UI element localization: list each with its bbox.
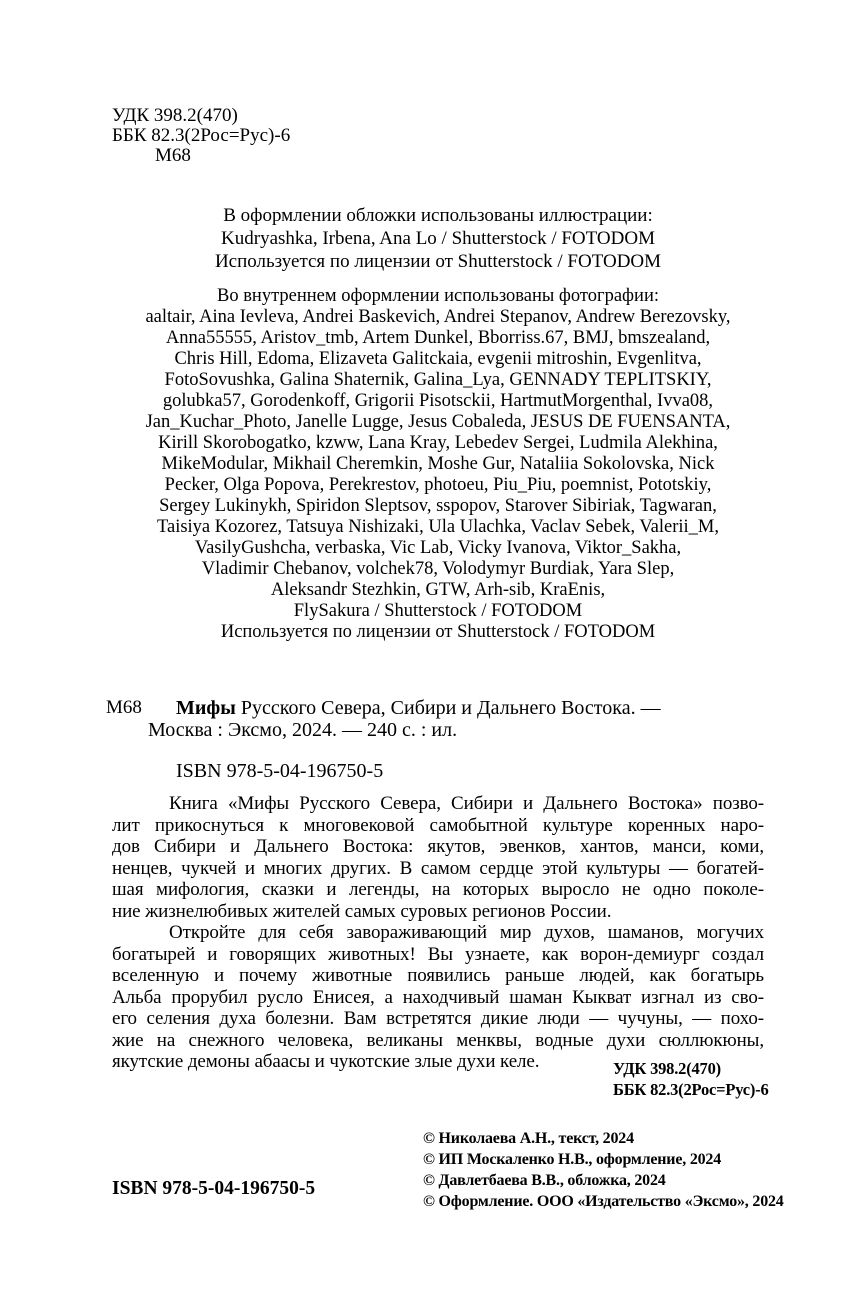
interior-credit-line: Используется по лицензии от Shutterstock / FOTODOM xyxy=(220,622,656,642)
cover-credit-line: В оформлении обложки использованы иллюстрации: xyxy=(223,205,653,226)
copyright-line: © Николаева А.Н., текст, 2024 xyxy=(423,1130,634,1147)
interior-credit-line: FotoSovushka, Galina Shaternik, Galina_Lya, GENNADY TEPLITSKIY, xyxy=(164,370,712,390)
annotation-line: ненцев, чукчей и многих других. В самом сердце этой культуры — богатей- xyxy=(112,857,764,879)
udk-code-bottom: УДК 398.2(470) xyxy=(613,1059,721,1078)
copyright-line: © Давлетбаева В.В., обложка, 2024 xyxy=(423,1172,666,1189)
bbk-code-bottom: ББК 82.3(2Рос=Рус)-6 xyxy=(613,1080,769,1099)
author-sign-top: М68 xyxy=(155,145,191,166)
annotation-line: ние жизнелюбивых жителей самых суровых регионов России. xyxy=(112,900,612,922)
catalog-isbn: ISBN 978-5-04-196750-5 xyxy=(176,760,384,782)
interior-credit-line: Anna55555, Aristov_tmb, Artem Dunkel, Bborriss.67, BMJ, bmszealand, xyxy=(165,328,711,348)
annotation-line: Книга «Мифы Русского Севера, Сибири и Дальнего Востока» позво- xyxy=(169,793,764,814)
bottom-classification-codes xyxy=(613,1058,844,1100)
annotation-paragraph-2 xyxy=(112,922,764,1073)
interior-credit-line: golubka57, Gorodenkoff, Grigorii Pisotsckii, HartmutMorgenthal, Ivva08, xyxy=(162,391,714,411)
interior-credit-line: FlySakura / Shutterstock / FOTODOM xyxy=(293,601,583,621)
copyright-line: © Оформление. ООО «Издательство «Эксмо», 2024 xyxy=(423,1193,784,1210)
top-classification-codes xyxy=(112,106,764,166)
interior-credit-line: Pecker, Olga Popova, Perekrestov, photoeu, Piu_Piu, poemnist, Pototskiy, xyxy=(164,475,712,495)
annotation-line: дов Сибири и Дальнего Востока: якутов, эвенков, хантов, манси, коми, xyxy=(112,836,764,857)
bbk-code-top: ББК 82.3(2Рос=Рус)-6 xyxy=(112,125,291,146)
cover-credits-block xyxy=(112,204,764,273)
annotation-paragraph-1 xyxy=(112,793,764,922)
annotation-line: Откройте для себя завораживающий мир духов, шаманов, могучих xyxy=(169,922,764,943)
catalog-title-bold: Мифы xyxy=(176,697,236,719)
copyright-line: © ИП Москаленко Н.В., оформление, 2024 xyxy=(423,1151,722,1168)
annotation-line: вселенную и почему животные появились раньше людей, как богатырь xyxy=(112,965,764,986)
catalog-imprint-line: Москва : Эксмо, 2024. — 240 с. : ил. xyxy=(148,719,458,741)
cover-credit-line: Используется по лицензии от Shutterstock / FOTODOM xyxy=(214,251,662,272)
annotation-line: Альба прорубил русло Енисея, а находчивый шаман Кыкват изгнал из сво- xyxy=(112,986,764,1008)
catalog-entry xyxy=(106,697,764,782)
catalog-title-line xyxy=(176,697,764,719)
copyright-block xyxy=(423,1128,784,1212)
interior-credit-line: Kirill Skorobogatko, kzww, Lana Kray, Lebedev Sergei, Ludmila Alekhina, xyxy=(158,433,718,453)
footer-isbn: ISBN 978-5-04-196750-5 xyxy=(112,1178,316,1199)
annotation-line: его селения духа болезни. Вам встретятся дикие люди — чучуны, — похо- xyxy=(112,1008,764,1029)
catalog-title-rest: Русского Севера, Сибири и Дальнего Востока. — xyxy=(235,697,661,719)
interior-credit-line: VasilyGushcha, verbaska, Vic Lab, Vicky Ivanova, Viktor_Sakha, xyxy=(194,538,682,558)
annotation-line: богатырей и говорящих животных! Вы узнаете, как ворон-демиург создал xyxy=(112,943,764,965)
interior-credit-line: Taisiya Kozorez, Tatsuya Nishizaki, Ula Ulachka, Vaclav Sebek, Valerii_M, xyxy=(156,517,719,537)
annotation-line: шая мифология, сказки и легенды, на которых выросло не одно поколе- xyxy=(112,879,764,900)
interior-credit-line: aaltair, Aina Ievleva, Andrei Baskevich, Andrei Stepanov, Andrew Berezovsky, xyxy=(145,307,731,327)
annotation-line: жие на снежного человека, великаны менквы, водные духи сюллюкюны, xyxy=(112,1029,764,1051)
interior-credits-block xyxy=(112,286,764,643)
annotation-line: лит прикоснуться к многовековой самобытной культуре коренных наро- xyxy=(112,814,764,836)
cover-credit-line: Kudryashka, Irbena, Ana Lo / Shutterstock / FOTODOM xyxy=(221,228,655,249)
annotation-block xyxy=(112,793,764,1073)
interior-credit-line: Jan_Kuchar_Photo, Janelle Lugge, Jesus Cobaleda, JESUS DE FUENSANTA, xyxy=(145,412,731,432)
annotation-line: якутские демоны абаасы и чукотские злые духи келе. xyxy=(112,1051,540,1072)
interior-credit-line: MikeModular, Mikhail Cheremkin, Moshe Gur, Nataliia Sokolovska, Nick xyxy=(161,454,715,474)
catalog-author-sign: М68 xyxy=(106,697,142,718)
udk-code-top: УДК 398.2(470) xyxy=(112,105,238,126)
interior-credit-line: Vladimir Chebanov, volchek78, Volodymyr Burdiak, Yara Slep, xyxy=(201,559,675,579)
interior-credit-line: Sergey Lukinykh, Spiridon Sleptsov, sspopov, Starover Sibiriak, Tagwaran, xyxy=(159,496,717,516)
interior-credit-line: Aleksandr Stezhkin, GTW, Arh-sib, KraEnis, xyxy=(270,580,606,600)
interior-credit-line: Во внутреннем оформлении использованы фотографии: xyxy=(216,286,659,306)
interior-credit-line: Chris Hill, Edoma, Elizaveta Galitckaia, evgenii mitroshin, Evgenlitva, xyxy=(174,349,702,369)
